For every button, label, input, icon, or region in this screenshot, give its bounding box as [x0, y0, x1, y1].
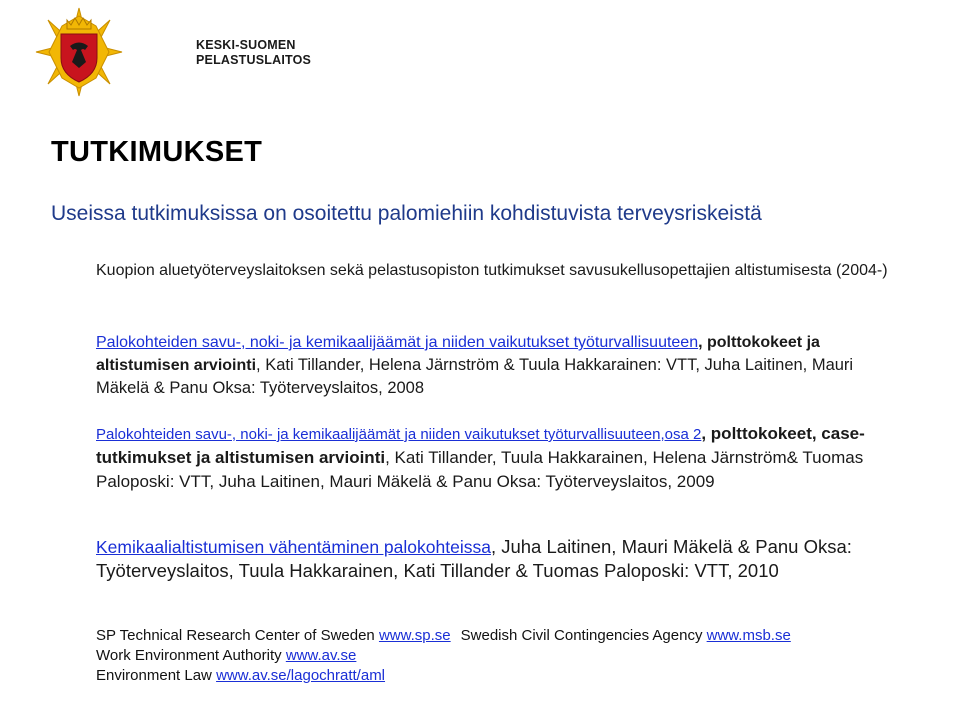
study-entry-2-authors: , Kati Tillander, Helena Järnström & Tuula Hakkarainen: VTT, Juha Laitinen, Mauri Mäkelä & Panu Oksa: Työterveyslaitos, 2008 — [96, 356, 854, 397]
reference-row-3 — [96, 666, 791, 686]
organization-name — [196, 38, 311, 68]
study-link-2010[interactable]: Kemikaalialtistumisen vähentäminen palokohteissa — [96, 537, 491, 557]
header — [0, 0, 960, 107]
link-sp-se[interactable]: www.sp.se — [378, 627, 451, 644]
study-entry-3-authors: , Kati Tillander, Tuula Hakkarainen, Helena Järnström& Tuomas Paloposki: VTT, Juha Laitinen, Mauri Mäkelä & Panu Oksa: Työterveyslaitos, 2009 — [96, 448, 864, 491]
study-entry-4 — [96, 535, 916, 583]
study-entry-3 — [96, 422, 926, 494]
emblem-icon — [34, 6, 124, 98]
study-entry-2 — [96, 331, 896, 400]
study-link-2008[interactable]: Palokohteiden savu-, noki- ja kemikaalijäämät ja niiden vaikutukset työturvallisuuteen — [96, 334, 699, 351]
study-entry-2-subtitle: polttokokeet ja altistumisen arviointi — [96, 334, 820, 374]
reference-label-av: Work Environment Authority — [96, 647, 286, 664]
study-entry-3-subtitle: polttokokeet, case-tutkimukset ja altistumisen arviointi — [96, 424, 865, 467]
lead-text: Useissa tutkimuksissa on osoitettu palomiehiin kohdistuvista terveysriskeistä — [51, 202, 762, 225]
org-name-line1: KESKI-SUOMEN — [196, 38, 296, 52]
study-entry-3-sep: , — [701, 424, 707, 443]
study-entry-4-authors: , Juha Laitinen, Mauri Mäkelä & Panu Oksa: Työterveyslaitos, Tuula Hakkarainen, Kati Tillander & Tuomas Paloposki: VTT, 2010 — [96, 536, 852, 581]
reference-row-2 — [96, 646, 791, 666]
reference-label-sp: SP Technical Research Center of Sweden — [96, 627, 379, 644]
study-entry-2-sep: , — [698, 334, 703, 351]
study-entry-1-text: Kuopion aluetyöterveyslaitoksen sekä pelastusopiston tutkimukset savusukellusopettajien altistumisesta (2004-) — [96, 262, 888, 279]
reference-row-1 — [96, 626, 791, 646]
reference-list — [96, 626, 791, 686]
link-av-se[interactable]: www.av.se — [285, 647, 357, 664]
study-entry-1 — [96, 259, 896, 283]
link-msb-se[interactable]: www.msb.se — [706, 627, 791, 644]
page-title: TUTKIMUKSET — [51, 136, 263, 168]
study-link-2009[interactable]: Palokohteiden savu-, noki- ja kemikaalijäämät ja niiden vaikutukset työturvallisuuteen,osa 2 — [96, 426, 702, 443]
org-name-line2: PELASTUSLAITOS — [196, 53, 312, 67]
coat-of-arms-logo — [34, 6, 124, 98]
reference-label-law: Environment Law — [96, 667, 217, 684]
link-av-se-aml[interactable]: www.av.se/lagochratt/aml — [216, 667, 386, 684]
reference-label-msb: Swedish Civil Contingencies Agency — [460, 627, 707, 644]
